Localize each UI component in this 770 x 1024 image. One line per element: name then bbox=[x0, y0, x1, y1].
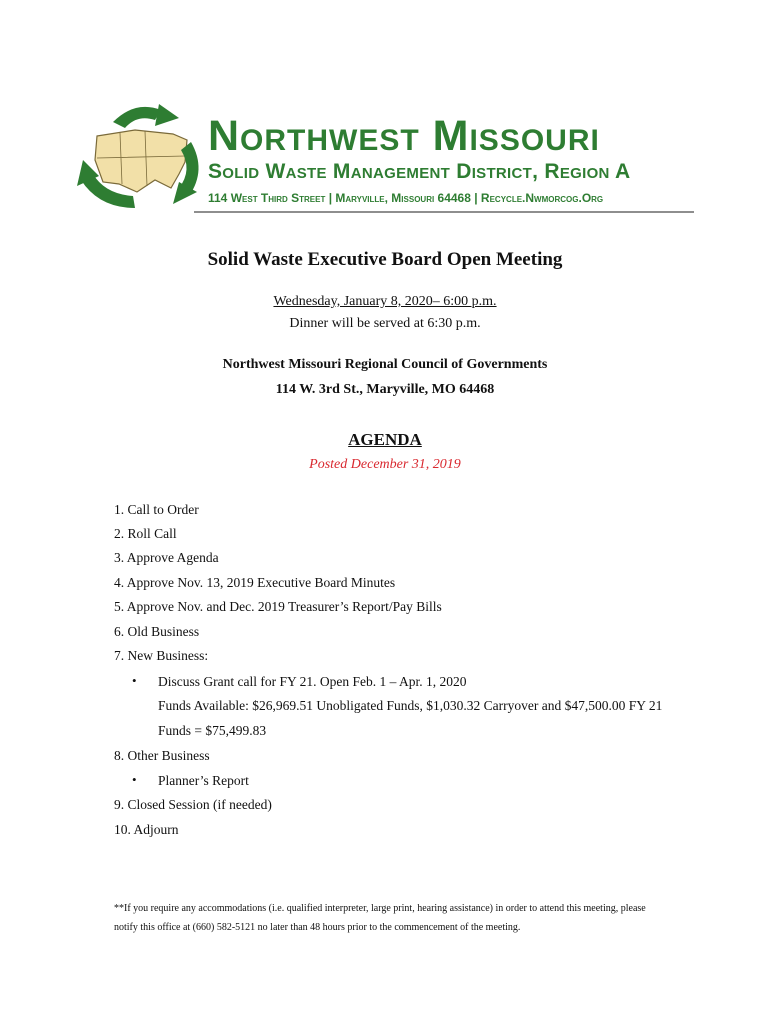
agenda-item: 10. Adjourn bbox=[114, 822, 179, 837]
meeting-organization: Northwest Missouri Regional Council of Governments bbox=[222, 357, 548, 372]
agenda-item: 4. Approve Nov. 13, 2019 Executive Board Minutes bbox=[114, 575, 396, 590]
accommodations-note: **If you require any accommodations (i.e. qualified interpreter, large print, hearing assistance) in order to attend this meeting, please bbox=[114, 903, 646, 914]
agenda-item: 8. Other Business bbox=[114, 748, 210, 763]
other-business-bullet: Planner’s Report bbox=[158, 773, 249, 788]
agenda-item: 9. Closed Session (if needed) bbox=[114, 797, 272, 812]
org-name: Northwest Missouri bbox=[208, 112, 600, 160]
meeting-date-time: Wednesday, January 8, 2020– 6:00 p.m. bbox=[273, 294, 497, 309]
dinner-note: Dinner will be served at 6:30 p.m. bbox=[289, 316, 481, 331]
agenda-item: 6. Old Business bbox=[114, 624, 200, 639]
bullet-icon: • bbox=[132, 673, 137, 688]
meeting-title: Solid Waste Executive Board Open Meeting bbox=[207, 249, 563, 270]
new-business-bullet-cont: Funds Available: $26,969.51 Unobligated Funds, $1,030.32 Carryover and $47,500.00 FY 21 bbox=[158, 698, 663, 713]
header-divider bbox=[194, 211, 694, 213]
agenda-item: 2. Roll Call bbox=[114, 526, 177, 541]
org-address: 114 West Third Street | Maryville, Missouri 64468 | Recycle.Nwmorcog.Org bbox=[208, 191, 604, 205]
agenda-item: 1. Call to Order bbox=[114, 502, 199, 517]
new-business-bullet-cont: Funds = $75,499.83 bbox=[158, 723, 267, 738]
meeting-address: 114 W. 3rd St., Maryville, MO 64468 bbox=[275, 382, 495, 397]
agenda-heading: AGENDA bbox=[348, 430, 422, 449]
accommodations-note-cont: notify this office at (660) 582-5121 no later than 48 hours prior to the commencement of the meeting. bbox=[114, 922, 521, 933]
bullet-icon: • bbox=[132, 772, 137, 787]
agenda-item: 3. Approve Agenda bbox=[114, 550, 219, 565]
agenda-item: 7. New Business: bbox=[114, 648, 209, 663]
org-subtitle: Solid Waste Management District, Region A bbox=[208, 160, 631, 183]
recycle-logo-icon bbox=[75, 96, 215, 214]
posted-date: Posted December 31, 2019 bbox=[309, 457, 461, 472]
agenda-item: 5. Approve Nov. and Dec. 2019 Treasurer’s Report/Pay Bills bbox=[114, 599, 442, 614]
new-business-bullet: Discuss Grant call for FY 21. Open Feb. 1 – Apr. 1, 2020 bbox=[158, 674, 467, 689]
